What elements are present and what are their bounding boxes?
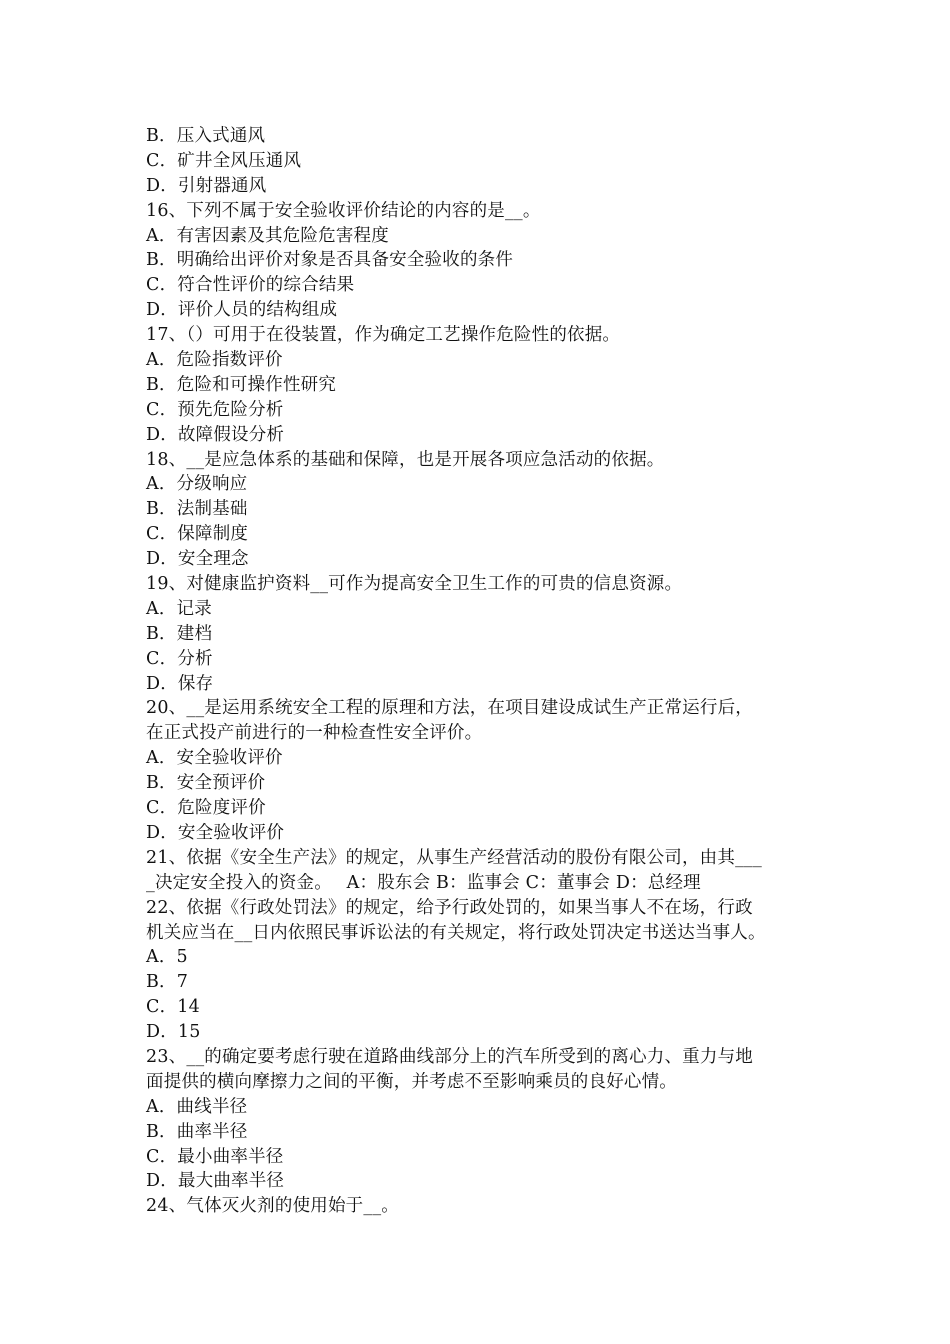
option-b-20: B．安全预评价 <box>146 773 266 794</box>
option-d-20: D．安全验收评价 <box>146 822 285 843</box>
option-c-19: C．分析 <box>146 648 213 669</box>
option-a-18: A．分级响应 <box>146 474 248 495</box>
option-c-16: C．符合性评价的综合结果 <box>146 275 355 296</box>
question-22-line-2: 机关应当在__日内依照民事诉讼法的有关规定，将行政处罚决定书送达当事人。 <box>146 922 766 943</box>
option-d-15: D．引射器通风 <box>146 175 267 196</box>
option-b-22: B．7 <box>146 972 189 993</box>
question-23-line-1: 23、__的确定要考虑行驶在道路曲线部分上的汽车所受到的离心力、重力与地 <box>146 1046 753 1067</box>
option-a-17: A．危险指数评价 <box>146 350 283 371</box>
option-c-18: C．保障制度 <box>146 524 249 545</box>
question-22-line-1: 22、依据《行政处罚法》的规定，给予行政处罚的，如果当事人不在场，行政 <box>146 897 753 918</box>
option-b-15: B．压入式通风 <box>146 126 266 146</box>
question-20-line-1: 20、__是运用系统安全工程的原理和方法，在项目建设成试生产正常运行后， <box>146 698 753 719</box>
option-a-19: A．记录 <box>146 598 212 619</box>
option-c-15: C．矿井全风压通风 <box>146 150 302 171</box>
option-d-22: D．15 <box>146 1022 201 1043</box>
question-24: 24、气体灭火剂的使用始于__。 <box>146 1196 399 1217</box>
question-20-line-2: 在正式投产前进行的一种检查性安全评价。 <box>146 723 483 744</box>
option-d-19: D．保存 <box>146 673 214 694</box>
option-b-23: B．曲率半径 <box>146 1121 248 1142</box>
option-d-16: D．评价人员的结构组成 <box>146 300 338 321</box>
question-17: 17、（）可用于在役装置，作为确定工艺操作危险性的依据。 <box>146 325 621 346</box>
question-23-line-2: 面提供的横向摩擦力之间的平衡，并考虑不至影响乘员的良好心情。 <box>146 1071 677 1092</box>
option-c-20: C．危险度评价 <box>146 798 266 819</box>
option-c-17: C．预先危险分析 <box>146 399 284 420</box>
option-b-16: B．明确给出评价对象是否具备安全验收的条件 <box>146 250 514 271</box>
option-a-22: A．5 <box>146 947 188 968</box>
option-c-22: C．14 <box>146 997 200 1018</box>
option-a-16: A．有害因素及其危险危害程度 <box>146 225 389 246</box>
question-21-line-2: _决定安全投入的资金。 A：股东会 B：监事会 C：董事会 D：总经理 <box>146 872 701 893</box>
option-b-18: B．法制基础 <box>146 499 248 520</box>
question-21-line-1: 21、依据《安全生产法》的规定，从事生产经营活动的股份有限公司，由其___ <box>146 847 762 868</box>
option-b-17: B．危险和可操作性研究 <box>146 374 337 395</box>
option-d-17: D．故障假设分析 <box>146 424 285 445</box>
option-d-23: D．最大曲率半径 <box>146 1171 285 1192</box>
question-19: 19、对健康监护资料__可作为提高安全卫生工作的可贵的信息资源。 <box>146 574 683 595</box>
question-list <box>146 124 814 1219</box>
option-a-23: A．曲线半径 <box>146 1096 248 1117</box>
option-a-20: A．安全验收评价 <box>146 748 283 769</box>
question-18: 18、__是应急体系的基础和保障，也是开展各项应急活动的依据。 <box>146 449 665 470</box>
option-c-23: C．最小曲率半径 <box>146 1146 284 1167</box>
option-d-18: D．安全理念 <box>146 549 249 570</box>
option-b-19: B．建档 <box>146 623 213 644</box>
question-16: 16、下列不属于安全验收评价结论的内容的是__。 <box>146 200 541 221</box>
